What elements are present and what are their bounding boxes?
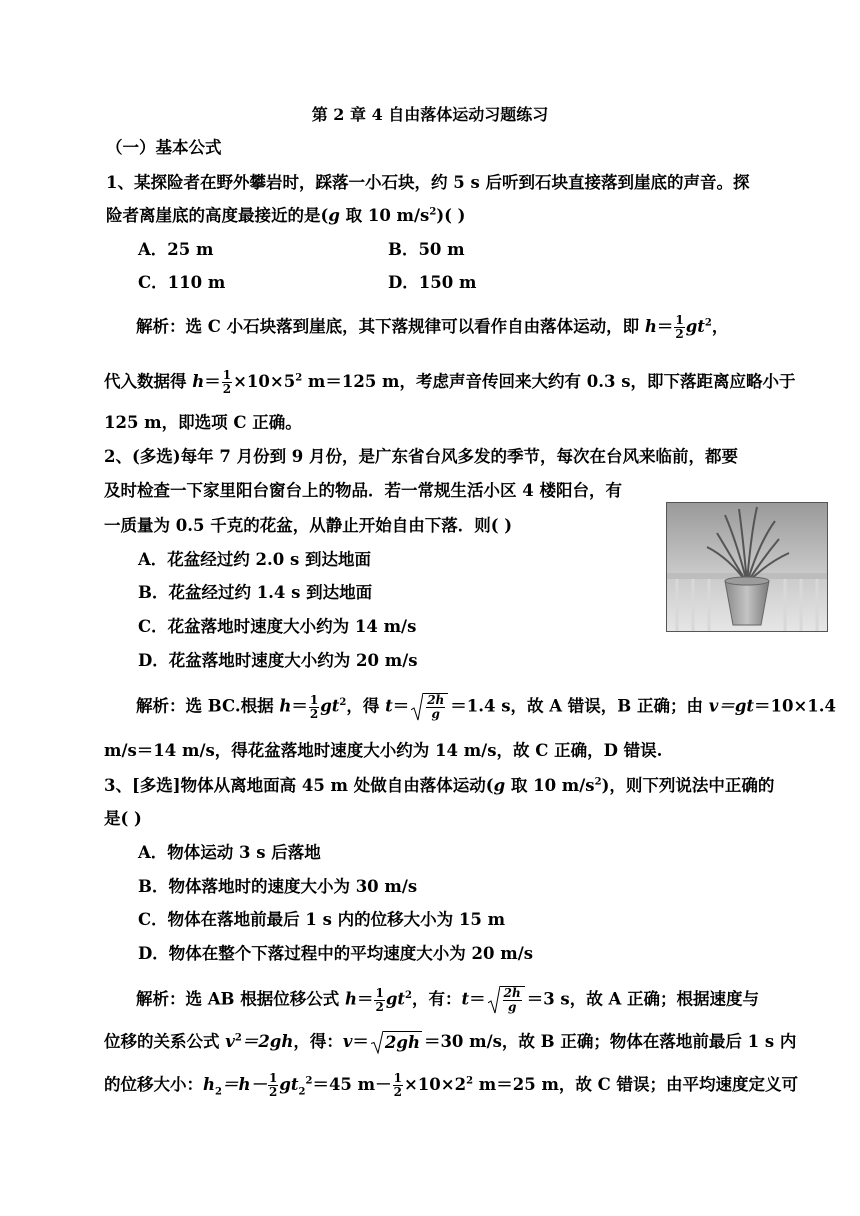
- q1-stem-line-1: 1、某探险者在野外攀岩时，踩落一小石块，约 5 s 后听到石块直接落到崖底的声音。探: [106, 173, 750, 192]
- q3-option-c: C．物体在落地前最后 1 s 内的位移大小为 15 m: [138, 910, 506, 929]
- fraction-one-half: $\frac{1}{2}$: [375, 985, 384, 1014]
- square-root: 2gh: [371, 1031, 422, 1054]
- q2-stem-line-2: 及时检查一下家里阳台窗台上的物品．若一常规生活小区 4 楼阳台，有: [104, 481, 622, 500]
- q1-stem-line-2: 险者离崖底的高度最接近的是(g 取 10 $m/s^2$)( ): [106, 206, 466, 225]
- q3-analysis-line-1: 解析：选 AB 根据位移公式 h＝ $\frac{1}{2}$ $gt^2$，有：t＝ $\frac{2h}{g}$ ＝3 s，故 A 正确；根据速度与: [136, 985, 759, 1014]
- square-root: $\frac{2h}{g}$: [411, 693, 448, 721]
- potted-plant-photo: [666, 502, 828, 632]
- section-heading: （一）基本公式: [106, 138, 222, 157]
- q3-stem-line-1: 3、[多选]物体从离地面高 45 m 处做自由落体运动(g 取 10 $m/s^2$)，则下列说法中正确的: [104, 776, 775, 795]
- q2-option-b: B．花盆经过约 1.4 s 到达地面: [138, 583, 373, 602]
- q3-stem-line-2: 是( ): [104, 809, 142, 828]
- q1-option-c: C．110 m: [138, 273, 226, 292]
- q2-stem-line-1: 2、(多选)每年 7 月份到 9 月份，是广东省台风多发的季节，每次在台风来临前，都要: [104, 447, 739, 466]
- q3-analysis-line-3: 的位移大小：$h_2=h-$ $\frac{1}{2}$ $gt_2^2=45$ m－ $\frac{1}{2}$ $\times 10\times 2^2$ m＝25 m，故 C 错误；由平均速度定义可: [104, 1071, 799, 1099]
- q2-stem-line-3: 一质量为 0.5 千克的花盆，从静止开始自由下落．则( ): [104, 516, 513, 535]
- fraction-one-half: $\frac{1}{2}$: [222, 368, 232, 396]
- q2-option-c: C．花盆落地时速度大小约为 14 m/s: [138, 617, 417, 636]
- q1-analysis-line-2: 代入数据得 h＝ $\frac{1}{2}$ $\times 10\times 5^2$ m＝125 m，考虑声音传回来大约有 0.3 s，即下落距离应略小于: [104, 368, 796, 396]
- q1-option-b: B．50 m: [388, 240, 465, 259]
- page-title: 第 2 章 4 自由落体运动习题练习: [311, 105, 549, 124]
- q3-option-a: A．物体运动 3 s 后落地: [138, 843, 321, 862]
- potted-plant-icon: [667, 503, 827, 631]
- q1-analysis-line-3: 125 m，即选项 C 正确。: [104, 413, 302, 432]
- square-root: $\frac{2h}{g}$: [488, 986, 525, 1014]
- q2-option-d: D．花盆落地时速度大小约为 20 m/s: [138, 651, 418, 670]
- fraction-one-half: $\frac{1}{2}$: [675, 313, 684, 341]
- q3-option-d: D．物体在整个下落过程中的平均速度大小为 20 m/s: [138, 944, 534, 963]
- q2-analysis-line-1: 解析：选 BC.根据 h＝ $\frac{1}{2}$ $gt^2$，得 t＝ $\frac{2h}{g}$ ＝1.4 s，故 A 错误，B 正确；由 v＝gt＝10×1.4: [136, 692, 837, 721]
- q1-analysis-line-1: 解析：选 C 小石块落到崖底，其下落规律可以看作自由落体运动，即 h＝ $\frac{1}{2}$ $gt^2$，: [136, 313, 729, 341]
- fraction-one-half: $\frac{1}{2}$: [393, 1071, 402, 1099]
- q1-option-a: A．25 m: [138, 240, 214, 259]
- q2-analysis-line-2: m/s＝14 m/s，得花盆落地时速度大小约为 14 m/s，故 C 正确，D 错误.: [104, 741, 663, 760]
- q3-option-b: B．物体落地时的速度大小为 30 m/s: [138, 877, 418, 896]
- fraction-one-half: $\frac{1}{2}$: [309, 692, 319, 721]
- q1-option-d: D．150 m: [388, 273, 477, 292]
- q3-analysis-line-2: 位移的关系公式 $v^2=2gh$，得：v＝ 2gh ＝30 m/s，故 B 正确；物体在落地前最后 1 s 内: [104, 1032, 797, 1052]
- q2-option-a: A．花盆经过约 2.0 s 到达地面: [138, 550, 372, 569]
- fraction-one-half: $\frac{1}{2}$: [268, 1071, 278, 1099]
